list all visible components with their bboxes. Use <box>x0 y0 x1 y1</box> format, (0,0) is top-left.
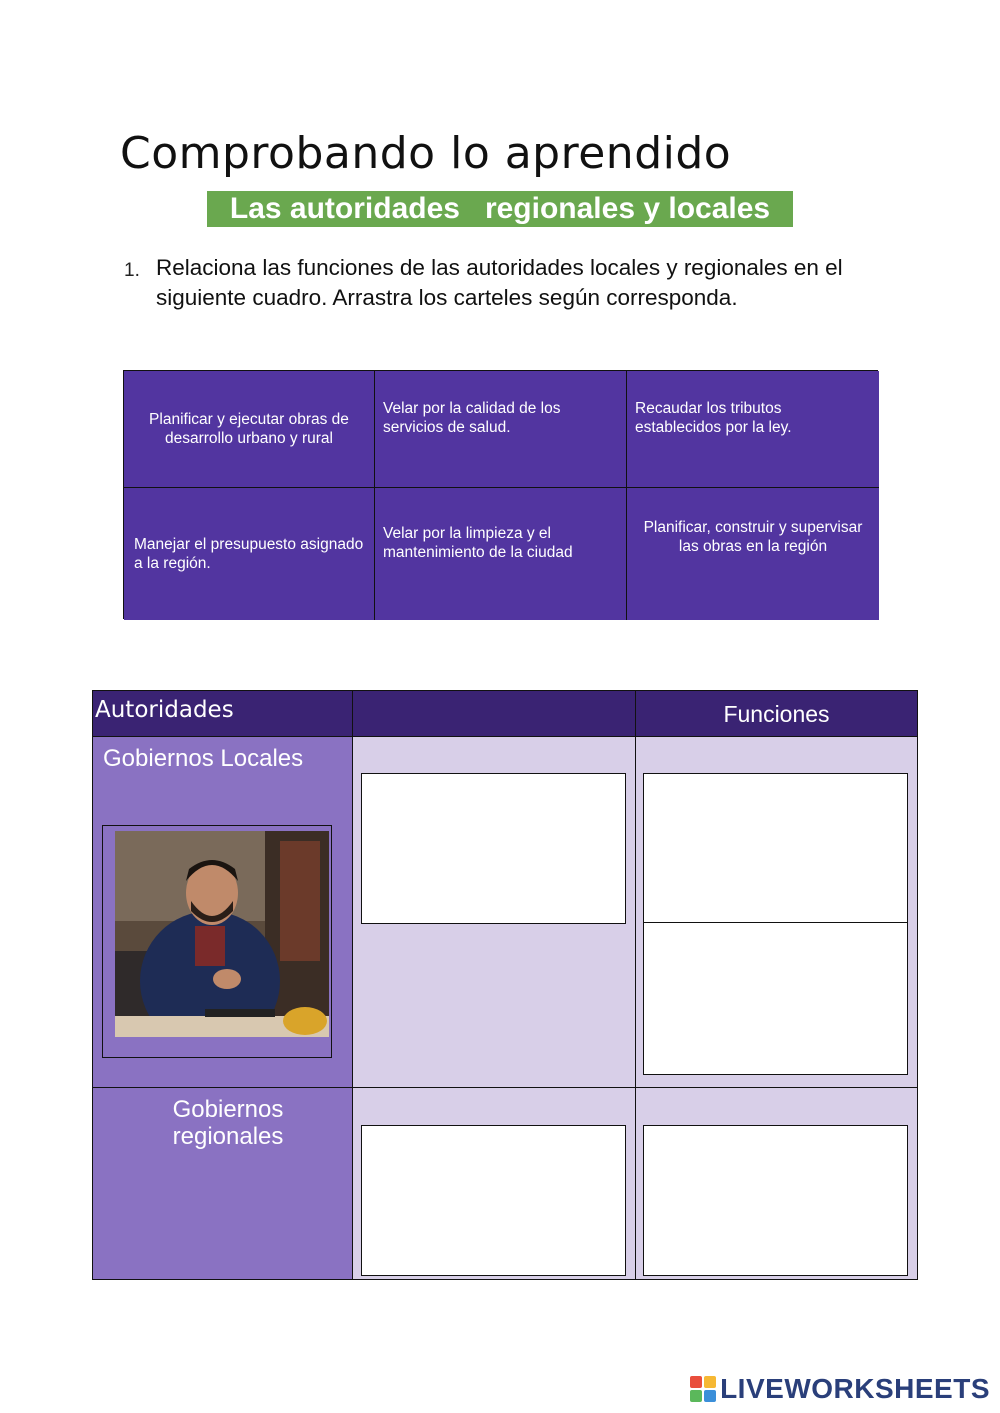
header-authorities <box>92 690 354 737</box>
row-regional-label-cell <box>92 1087 354 1280</box>
page-subtitle: Las autoridades regionales y locales <box>207 191 793 227</box>
row-local-middle-cell <box>352 736 637 1089</box>
drop-zone-local-1[interactable] <box>361 773 626 924</box>
row-regional-middle-cell <box>352 1087 637 1280</box>
header-functions-label: Funciones <box>723 701 830 727</box>
row-local-label-cell <box>92 736 354 1089</box>
drop-zone-regional-2[interactable] <box>643 1125 908 1276</box>
row-local-label: Gobiernos Locales <box>103 745 304 772</box>
drag-card-text: Planificar y ejecutar obras de desarrollo urbano y rural <box>149 411 349 447</box>
matching-table <box>92 690 918 1280</box>
row-regional-functions-cell <box>635 1087 918 1280</box>
brand-text: LIVEWORKSHEETS <box>720 1373 990 1404</box>
drag-card-5[interactable] <box>375 488 627 620</box>
header-blank <box>352 690 637 737</box>
drag-card-4[interactable] <box>124 488 375 620</box>
page-title: Comprobando lo aprendido <box>120 128 732 179</box>
drag-card-text: Velar por la calidad de los servicios de salud. <box>383 400 561 436</box>
row-regional-label: Gobiernos regionales <box>172 1096 284 1150</box>
liveworksheets-logo-icon <box>690 1376 716 1402</box>
drop-zone-local-2[interactable] <box>643 773 908 924</box>
drag-card-2[interactable] <box>375 371 627 488</box>
drag-card-6[interactable] <box>627 488 879 620</box>
row-local-functions-cell <box>635 736 918 1089</box>
brand-watermark <box>690 1373 990 1405</box>
header-functions <box>635 690 918 737</box>
draggable-cards-grid <box>123 370 878 619</box>
drop-zone-regional-1[interactable] <box>361 1125 626 1276</box>
drag-card-text: Planificar, construir y supervisar las obras en la región <box>643 519 863 555</box>
drag-card-text: Manejar el presupuesto asignado a la región. <box>134 536 364 572</box>
question-number: 1. <box>124 260 140 281</box>
drag-card-text: Velar por la limpieza y el mantenimiento de la ciudad <box>383 525 573 561</box>
mayor-photo <box>115 831 329 1037</box>
question-text: Relaciona las funciones de las autoridades locales y regionales en el siguiente cuadro. Arrastra los carteles según corresponda. <box>156 255 843 310</box>
drag-card-3[interactable] <box>627 371 879 488</box>
drop-zone-local-3[interactable] <box>643 922 908 1075</box>
drag-card-1[interactable] <box>124 371 375 488</box>
drag-card-text: Recaudar los tributos establecidos por la ley. <box>635 400 792 436</box>
mayor-photo-frame <box>102 825 332 1058</box>
header-authorities-label: Autoridades <box>95 697 234 723</box>
